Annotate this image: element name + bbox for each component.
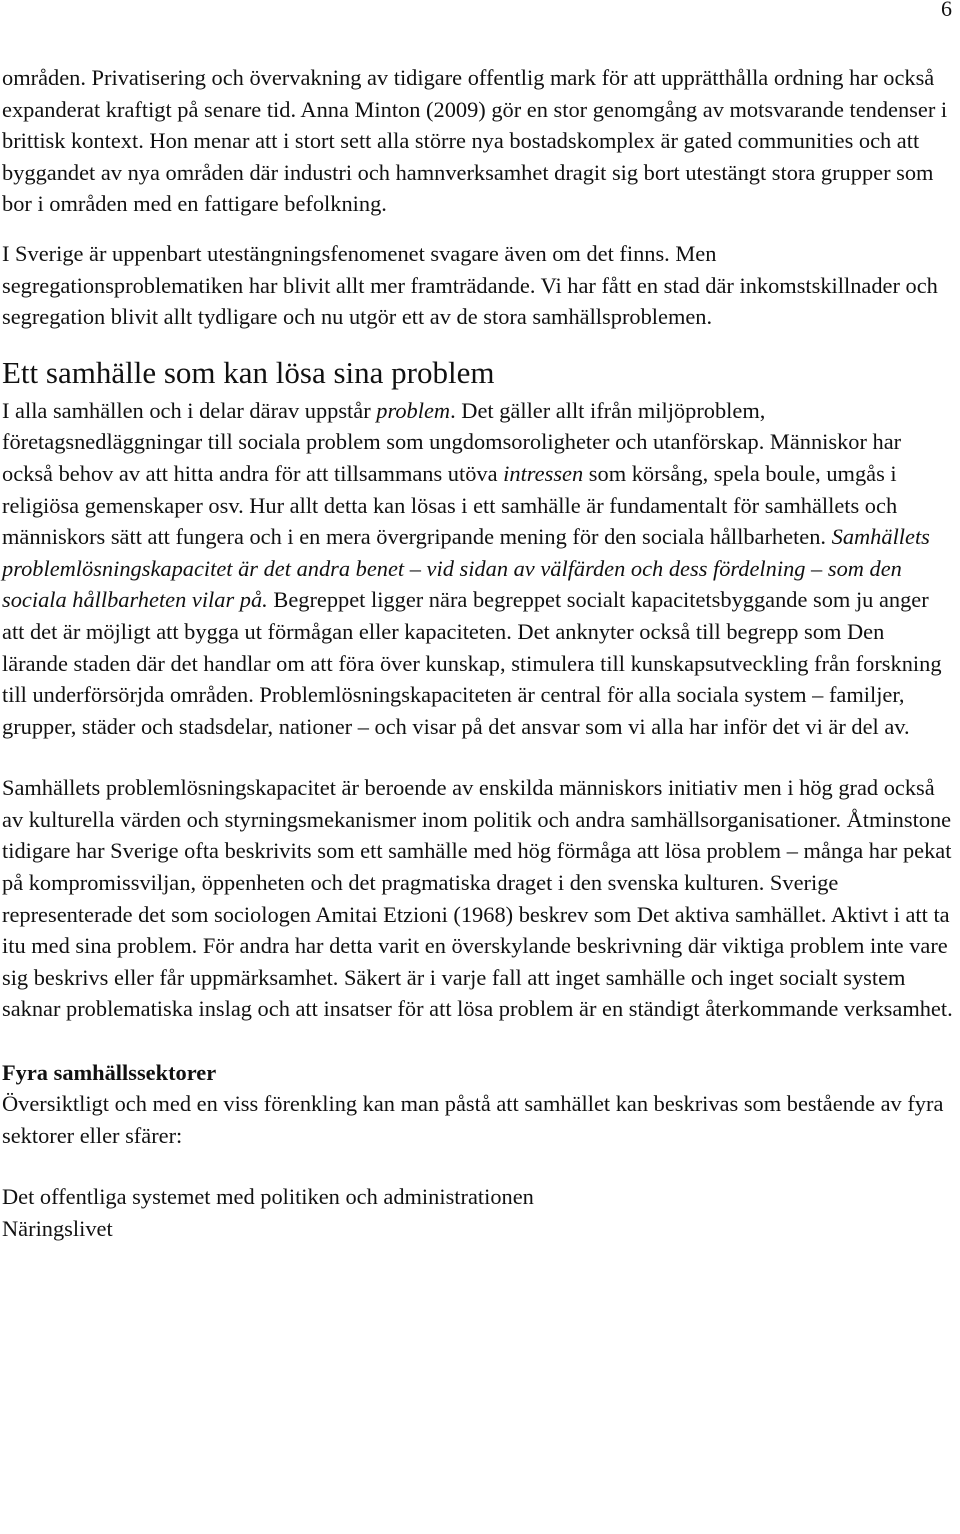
paragraph-problemlosning <box>2 395 954 743</box>
document-body <box>2 62 954 1244</box>
sector-item: Näringslivet <box>2 1215 113 1241</box>
section-heading: Ett samhälle som kan lösa sina problem <box>2 354 495 390</box>
text-run: Begreppet ligger nära begreppet socialt kapacitetsbyggande som ju anger att det är möjligt att bygga ut förmågan eller kapaciteten. Det anknyter också till begrepp som Den lärande staden där det handlar om att föra över kunskap, stimulera till kunskapsutveckling från forskning till underförsörjda områden. Problemlösningskapaciteten är central för alla sociala system – familjer, grupper, städer och stadsdelar, nationer – och visar på det ansvar som vi alla har inför det vi är del av. <box>2 587 942 739</box>
text-run: som körsång, spela boule, umgås i religiösa gemenskaper osv. Hur allt detta kan lösas i ett samhälle är fundamentalt för samhällets och människors sätt att fungera och i en mera övergripande mening för den sociala hållbarheten. <box>2 460 898 550</box>
paragraph-oversiktligt: Översiktligt och med en viss förenkling kan man påstå att samhället kan beskrivas som bestående av fyra sektorer eller sfärer: <box>2 1091 944 1148</box>
subheading-fyra-sektorer: Fyra samhällssektorer <box>2 1060 217 1086</box>
emphasis-key-sentence: Samhällets problemlösningskapacitet är det andra benet – vid sidan av välfärden och dess fördelning – som den sociala hållbarheten vilar på. <box>2 524 930 613</box>
paragraph-sverige-segregation: I Sverige är uppenbart utestängningsfenomenet svagare även om det finns. Men segregationsproblematiken har blivit allt mer framträdande. Vi har fått en stad där inkomstskillnader och segregation blivit allt tydligare och nu utgör ett av de stora samhällsproblemen. <box>2 240 938 330</box>
emphasis-intressen: intressen <box>503 460 584 486</box>
emphasis-problem: problem <box>376 397 451 423</box>
paragraph-privatisering: områden. Privatisering och övervakning av tidigare offentlig mark för att upprätthålla ordning har också expanderat kraftigt på senare tid. Anna Minton (2009) gör en stor genomgång av motsvarande tendenser i brittisk kontext. Hon menar att i stort sett alla större nya bostadskomplex är gated communities och att byggandet av nya områden där industri och hamnverksamhet dragit sig bort utestängt stora grupper som bor i områden med en fattigare befolkning. <box>2 65 948 217</box>
text-run: I alla samhällen och i delar därav uppstår <box>2 397 377 423</box>
sector-list <box>2 1181 954 1244</box>
paragraph-problemlosningskapacitet: Samhällets problemlösningskapacitet är beroende av enskilda människors initiativ men i hög grad också av kulturella värden och styrningsmekanismer inom politik och andra samhällsorganisationer. Åtminstone tidigare har Sverige ofta beskrivits som ett samhälle med hög förmåga att lösa problem – många har pekat på kompromissviljan, öppenheten och det pragmatiska draget i den svenska kulturen. Sverige representerade det som sociologen Amitai Etzioni (1968) beskrev som Det aktiva samhället. Aktivt i att ta itu med sina problem. För andra har detta varit en överskylande beskrivning där viktiga problem inte vare sig beskrivs eller får uppmärksamhet. Säkert är i varje fall att inget samhälle och inget socialt system saknar problematiska inslag och att insatser för att lösa problem är en ständigt återkommande verksamhet. <box>2 775 953 1022</box>
text-run: . Det gäller allt ifrån miljöproblem, företagsnedläggningar till sociala problem som ungdomsoroligheter och utanförskap. Människor har också behov av att hitta andra för att tillsammans utöva <box>2 397 902 486</box>
page-number: 6 <box>941 0 952 21</box>
sector-item: Det offentliga systemet med politiken och administrationen <box>2 1184 534 1210</box>
